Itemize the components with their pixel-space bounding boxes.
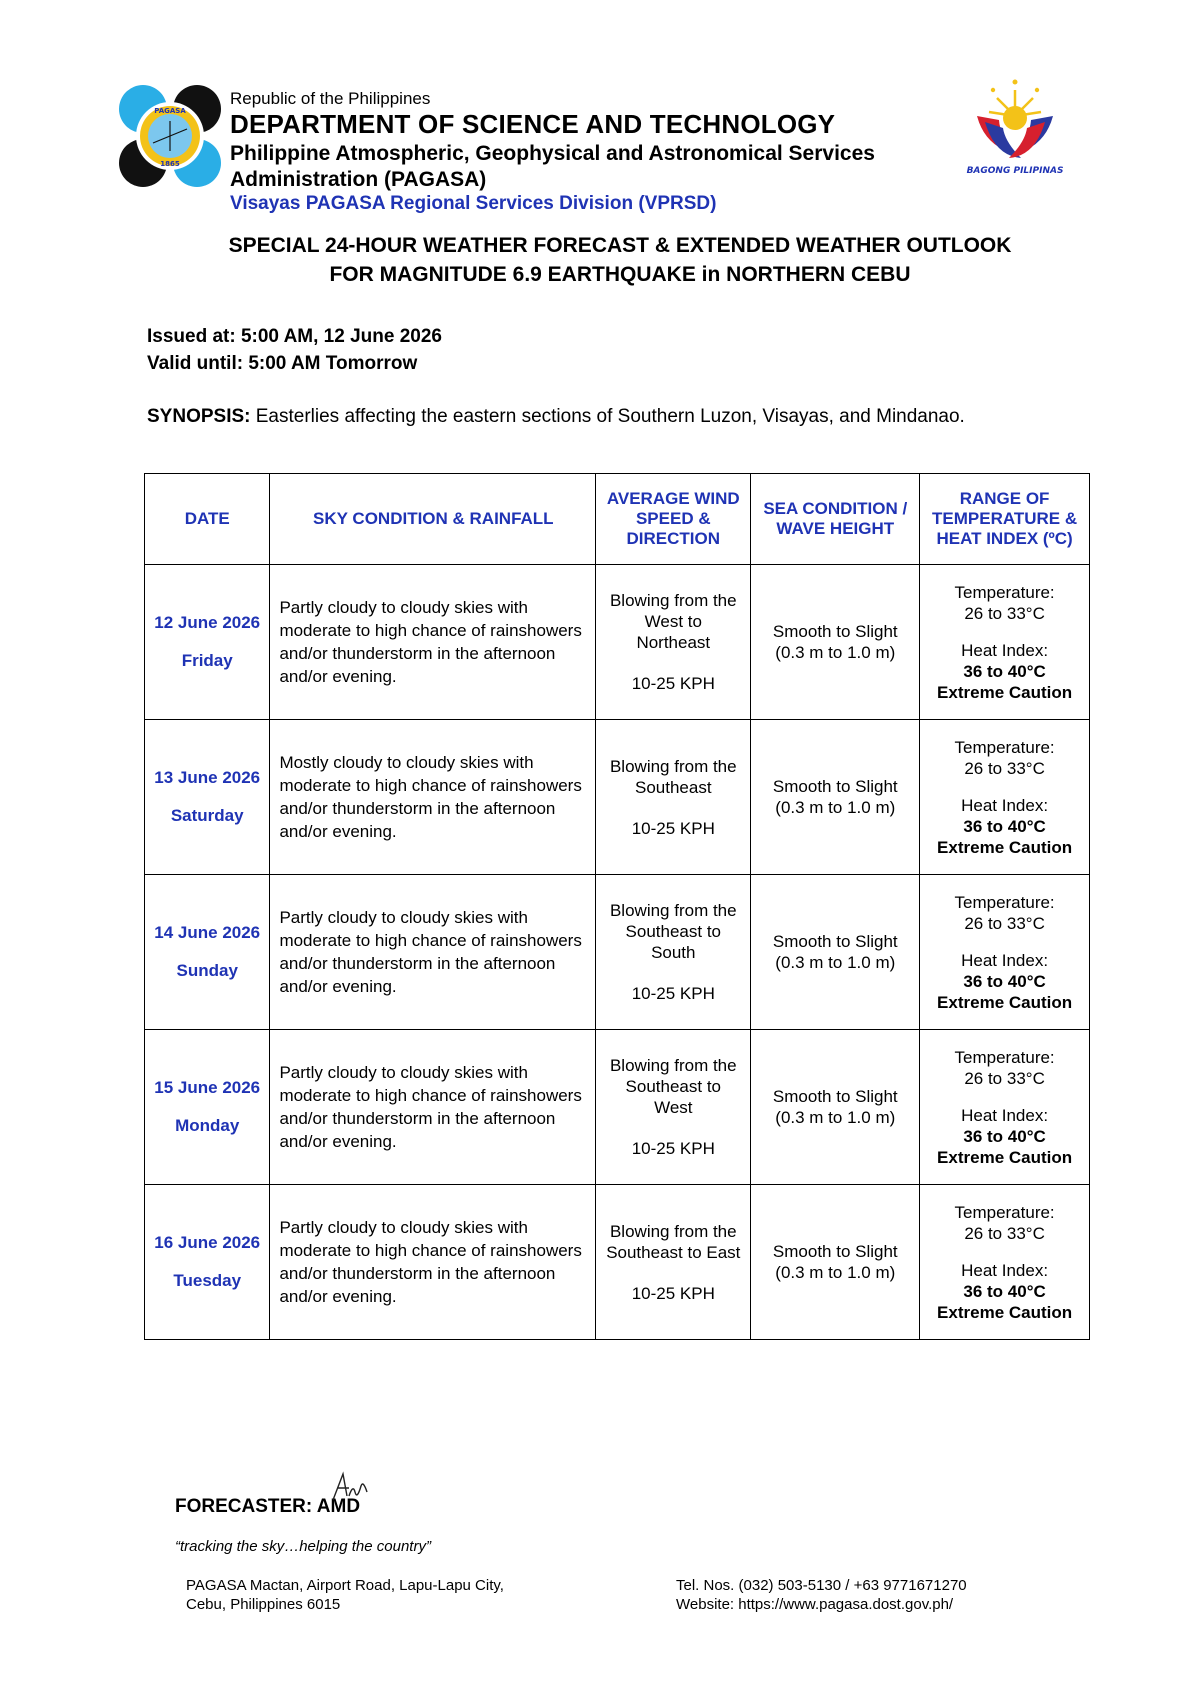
- valid-until: Valid until: 5:00 AM Tomorrow: [147, 353, 418, 374]
- header-temperature: [920, 474, 1090, 565]
- temperature-label: Temperature:: [954, 892, 1055, 912]
- temperature-cell: [920, 875, 1090, 1030]
- forecast-day: Friday: [181, 651, 233, 670]
- wave-height: (0.3 m to 1.0 m): [775, 1108, 896, 1127]
- bagong-pilipinas-logo: [955, 76, 1075, 176]
- website: Website: https://www.pagasa.dost.gov.ph/: [676, 1596, 954, 1613]
- sea-condition: Smooth to Slight: [772, 622, 898, 641]
- header-temp-line3: HEAT INDEX (ºC): [936, 529, 1073, 548]
- address-line2: Cebu, Philippines 6015: [186, 1596, 341, 1613]
- date-cell: [145, 1030, 270, 1185]
- svg-text:1865: 1865: [160, 160, 180, 168]
- wave-height: (0.3 m to 1.0 m): [775, 1263, 896, 1282]
- sky-condition-cell: Partly cloudy to cloudy skies with moderate to high chance of rainshowers and/or thunderstorm in the afternoon and/or evening.: [270, 1185, 596, 1340]
- synopsis-label: SYNOPSIS:: [147, 406, 251, 427]
- wind-speed: 10-25 KPH: [631, 674, 715, 693]
- wind-direction-line: Blowing from the: [609, 1221, 737, 1241]
- wind-speed: 10-25 KPH: [631, 818, 715, 838]
- forecast-day: Monday: [175, 1116, 240, 1135]
- agency-name-line2: Administration (PAGASA): [230, 168, 487, 191]
- sea-condition-cell: [751, 1185, 920, 1340]
- motto: “tracking the sky…helping the country”: [175, 1538, 431, 1555]
- heat-index-label: Heat Index:: [961, 1105, 1049, 1125]
- temperature-range: 26 to 33°C: [964, 758, 1045, 778]
- header-sea-line2: WAVE HEIGHT: [776, 519, 895, 538]
- heat-index-range: 36 to 40°C: [963, 1126, 1046, 1146]
- agency-name-line1: Philippine Atmospheric, Geophysical and Astronomical Services: [230, 142, 875, 165]
- wind-direction-line: Blowing from the: [609, 591, 737, 610]
- heat-index-level: Extreme Caution: [937, 682, 1073, 702]
- table-row: [145, 875, 1090, 1030]
- header-sky-condition: SKY CONDITION & RAINFALL: [270, 474, 596, 565]
- heat-index-level: Extreme Caution: [937, 1302, 1073, 1322]
- bagong-pilipinas-text: BAGONG PILIPINAS: [966, 166, 1064, 176]
- heat-index-range: 36 to 40°C: [963, 971, 1046, 991]
- sky-condition-cell: Partly cloudy to cloudy skies with moderate to high chance of rainshowers and/or thunderstorm in the afternoon and/or evening.: [270, 1030, 596, 1185]
- wind-direction-line: Southeast: [635, 777, 712, 797]
- forecast-date: 12 June 2026: [154, 613, 261, 632]
- header-sea: [751, 474, 920, 565]
- temperature-range: 26 to 33°C: [964, 1223, 1045, 1243]
- header-sea-line1: SEA CONDITION /: [763, 499, 908, 518]
- heat-index-range: 36 to 40°C: [963, 1281, 1046, 1301]
- wind-direction-line: Blowing from the: [609, 901, 737, 920]
- heat-index-level: Extreme Caution: [937, 837, 1073, 857]
- sky-condition-cell: Partly cloudy to cloudy skies with moderate to high chance of rainshowers and/or thunderstorm in the afternoon and/or evening.: [270, 565, 596, 720]
- wind-direction-line: West to: [644, 612, 702, 631]
- wind-cell: [596, 1030, 751, 1185]
- temperature-cell: [920, 720, 1090, 875]
- header-temp-line2: TEMPERATURE &: [932, 509, 1078, 528]
- sea-condition-cell: [751, 1030, 920, 1185]
- sea-condition: Smooth to Slight: [772, 777, 898, 796]
- sea-condition: Smooth to Slight: [772, 932, 898, 951]
- header-wind-line1: AVERAGE WIND: [606, 489, 740, 508]
- date-cell: [145, 720, 270, 875]
- heat-index-level: Extreme Caution: [937, 992, 1073, 1012]
- wind-direction-line: West: [654, 1098, 693, 1117]
- sea-condition: Smooth to Slight: [772, 1242, 898, 1261]
- heat-index-label: Heat Index:: [961, 795, 1049, 815]
- sea-condition-cell: [751, 875, 920, 1030]
- sky-condition-cell: Mostly cloudy to cloudy skies with moderate to high chance of rainshowers and/or thunderstorm in the afternoon and/or evening.: [270, 720, 596, 875]
- temperature-label: Temperature:: [954, 1202, 1055, 1222]
- sea-condition-cell: [751, 565, 920, 720]
- wave-height: (0.3 m to 1.0 m): [775, 643, 896, 662]
- wind-speed: 10-25 KPH: [631, 1139, 715, 1158]
- sea-condition-cell: [751, 720, 920, 875]
- document-title-line2: FOR MAGNITUDE 6.9 EARTHQUAKE in NORTHERN CEBU: [329, 263, 911, 286]
- temperature-range: 26 to 33°C: [964, 1068, 1045, 1088]
- svg-text:PAGASA: PAGASA: [154, 107, 186, 115]
- forecast-day: Tuesday: [173, 1271, 242, 1290]
- header-date: DATE: [145, 474, 270, 565]
- header-wind-line3: DIRECTION: [626, 529, 721, 548]
- wave-height: (0.3 m to 1.0 m): [775, 953, 896, 972]
- heat-index-label: Heat Index:: [961, 1260, 1049, 1280]
- wind-direction-line: Blowing from the: [609, 756, 737, 776]
- wind-direction-line: Southeast to: [625, 922, 722, 941]
- heat-index-label: Heat Index:: [961, 640, 1049, 660]
- pagasa-logo: [117, 83, 223, 189]
- wave-height: (0.3 m to 1.0 m): [775, 798, 896, 817]
- heat-index-range: 36 to 40°C: [963, 816, 1046, 836]
- wind-direction-line: South: [651, 943, 696, 962]
- forecaster: FORECASTER: AMD: [175, 1496, 361, 1517]
- forecaster-signature: [327, 1470, 373, 1510]
- header-wind-line2: SPEED &: [635, 509, 711, 528]
- heat-index-label: Heat Index:: [961, 950, 1049, 970]
- document-title-line1: SPECIAL 24-HOUR WEATHER FORECAST & EXTENDED WEATHER OUTLOOK: [228, 234, 1012, 257]
- forecast-table-body: [145, 565, 1090, 1340]
- temperature-cell: [920, 1030, 1090, 1185]
- heat-index-range: 36 to 40°C: [963, 661, 1046, 681]
- wind-direction-line: Blowing from the: [609, 1056, 737, 1075]
- temperature-range: 26 to 33°C: [964, 603, 1045, 623]
- forecast-table: [144, 473, 1090, 1340]
- date-cell: [145, 565, 270, 720]
- temperature-label: Temperature:: [954, 582, 1055, 602]
- table-header-row: [145, 474, 1090, 565]
- wind-direction-line: Northeast: [636, 633, 711, 652]
- wind-cell: [596, 1185, 751, 1340]
- synopsis-text: Easterlies affecting the eastern sections of Southern Luzon, Visayas, and Mindanao.: [250, 406, 965, 427]
- wind-speed: 10-25 KPH: [631, 984, 715, 1003]
- sky-condition-cell: Partly cloudy to cloudy skies with moderate to high chance of rainshowers and/or thunderstorm in the afternoon and/or evening.: [270, 875, 596, 1030]
- forecast-date: 13 June 2026: [154, 768, 261, 787]
- forecast-day: Saturday: [170, 806, 244, 825]
- date-cell: [145, 875, 270, 1030]
- temperature-range: 26 to 33°C: [964, 913, 1045, 933]
- wind-cell: [596, 875, 751, 1030]
- table-row: [145, 1185, 1090, 1340]
- forecast-date: 14 June 2026: [154, 923, 261, 942]
- department-name: DEPARTMENT OF SCIENCE AND TECHNOLOGY: [230, 109, 836, 139]
- temperature-label: Temperature:: [954, 1047, 1055, 1067]
- wind-cell: [596, 565, 751, 720]
- synopsis: [147, 406, 965, 428]
- table-row: [145, 565, 1090, 720]
- forecast-date: 15 June 2026: [154, 1078, 261, 1097]
- forecast-day: Sunday: [176, 961, 238, 980]
- division-name: Visayas PAGASA Regional Services Division (VPRSD): [230, 193, 717, 214]
- header-wind: [596, 474, 751, 565]
- forecast-date: 16 June 2026: [154, 1233, 261, 1252]
- wind-speed: 10-25 KPH: [631, 1283, 715, 1303]
- wind-direction-line: Southeast to East: [606, 1242, 741, 1262]
- telephone: Tel. Nos. (032) 503-5130 / +63 9771671270: [676, 1577, 967, 1594]
- wind-cell: [596, 720, 751, 875]
- table-row: [145, 1030, 1090, 1185]
- wind-direction-line: Southeast to: [625, 1077, 722, 1096]
- heat-index-level: Extreme Caution: [937, 1147, 1073, 1167]
- date-cell: [145, 1185, 270, 1340]
- temperature-cell: [920, 1185, 1090, 1340]
- address-line1: PAGASA Mactan, Airport Road, Lapu-Lapu City,: [186, 1577, 504, 1594]
- header-temp-line1: RANGE OF: [959, 489, 1050, 508]
- sea-condition: Smooth to Slight: [772, 1087, 898, 1106]
- table-row: [145, 720, 1090, 875]
- temperature-cell: [920, 565, 1090, 720]
- issued-at: Issued at: 5:00 AM, 12 June 2026: [147, 326, 442, 347]
- temperature-label: Temperature:: [954, 737, 1055, 757]
- republic-line: Republic of the Philippines: [230, 89, 431, 108]
